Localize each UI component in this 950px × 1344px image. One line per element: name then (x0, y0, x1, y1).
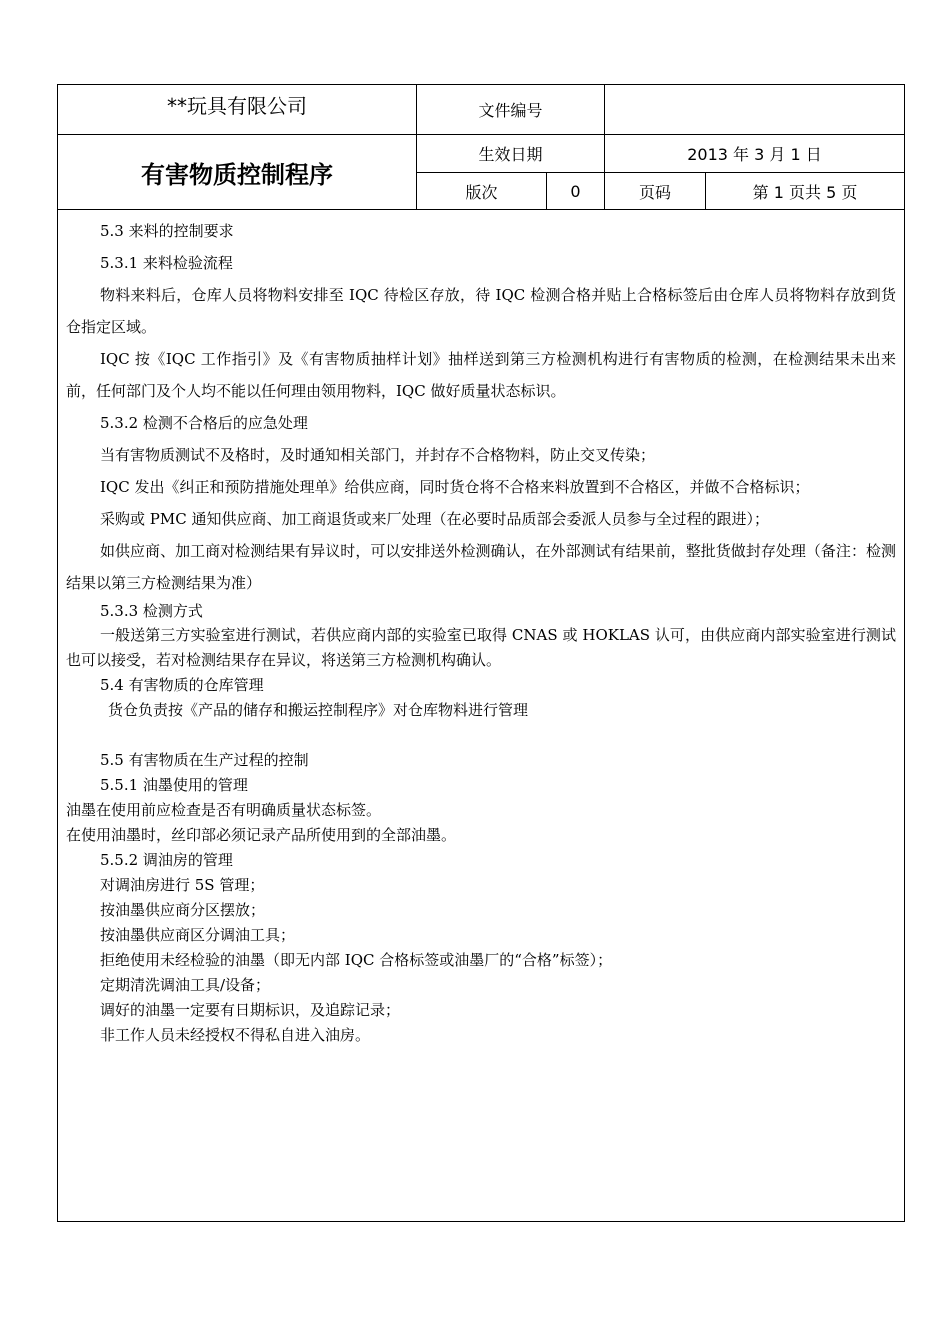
document-title: 有害物质控制程序 (141, 160, 333, 189)
doc-no-label: 文件编号 (478, 101, 543, 120)
paragraph: 物料来料后，仓库人员将物料安排至 IQC 待检区存放，待 IQC 检测合格并贴上合格标签后由仓库人员将物料存放到货仓指定区域。 (66, 286, 896, 336)
list-item: 按油墨供应商区分调油工具； (100, 926, 296, 944)
section-heading-5-5-1: 5.5.1 油墨使用的管理 (100, 776, 248, 794)
document-header-table (58, 85, 904, 210)
section-heading-5-3-3: 5.3.3 检测方式 (100, 602, 203, 620)
section-heading-5-5: 5.5 有害物质在生产过程的控制 (100, 751, 309, 769)
list-item: 对调油房进行 5S 管理； (100, 876, 265, 894)
page-label: 页码 (638, 182, 671, 202)
section-heading-5-3: 5.3 来料的控制要求 (100, 222, 234, 240)
paragraph: 油墨在使用前应检查是否有明确质量状态标签。 (66, 801, 382, 819)
paragraph: 一般送第三方实验室进行测试，若供应商内部的实验室已取得 CNAS 或 HOKLAS 认可，由供应商内部实验室进行测试也可以接受，若对检测结果存在异议，将送第三方检测机构确认。 (66, 626, 896, 669)
list-item: 按油墨供应商分区摆放； (100, 901, 266, 919)
effective-date-value: 2013 年 3 月 1 日 (687, 145, 822, 164)
paragraph: 如供应商、加工商对检测结果有异议时，可以安排送外检测确认，在外部测试有结果前，整批货做封存处理（备注：检测结果以第三方检测结果为准） (66, 542, 896, 592)
section-heading-5-3-2: 5.3.2 检测不合格后的应急处理 (100, 414, 308, 432)
section-heading-5-5-2: 5.5.2 调油房的管理 (100, 851, 233, 869)
version-label: 版次 (465, 182, 498, 202)
list-item: 拒绝使用未经检验的油墨（即无内部 IQC 合格标签或油墨厂的“合格”标签）； (100, 951, 613, 969)
paragraph: 采购或 PMC 通知供应商、加工商退货或来厂处理（在必要时品质部会委派人员参与全过程的跟进）； (100, 510, 769, 528)
section-heading-5-3-1: 5.3.1 来料检验流程 (100, 254, 233, 272)
list-item: 定期清洗调油工具/设备； (100, 976, 271, 994)
paragraph: IQC 按《IQC 工作指引》及《有害物质抽样计划》抽样送到第三方检测机构进行有害物质的检测，在检测结果未出来前，任何部门及个人均不能以任何理由领用物料，IQC 做好质量状态标识。 (66, 350, 896, 400)
version-value: 0 (570, 181, 581, 201)
paragraph: 在使用油墨时，丝印部必须记录产品所使用到的全部油墨。 (66, 826, 457, 844)
effective-date-label: 生效日期 (478, 145, 543, 164)
company-name: **玩具有限公司 (167, 93, 307, 118)
list-item: 调好的油墨一定要有日期标识，及追踪记录； (100, 1001, 401, 1019)
document-frame (57, 84, 905, 1222)
page-value: 第 1 页共 5 页 (752, 182, 858, 202)
paragraph: 货仓负责按《产品的储存和搬运控制程序》对仓库物料进行管理 (108, 701, 529, 719)
doc-no-value (605, 85, 904, 134)
list-item: 非工作人员未经授权不得私自进入油房。 (100, 1026, 371, 1044)
section-heading-5-4: 5.4 有害物质的仓库管理 (100, 676, 264, 694)
paragraph: IQC 发出《纠正和预防措施处理单》给供应商，同时货仓将不合格来料放置到不合格区，并做不合格标识； (100, 478, 810, 496)
paragraph: 当有害物质测试不及格时，及时通知相关部门，并封存不合格物料，防止交叉传染； (100, 446, 656, 464)
